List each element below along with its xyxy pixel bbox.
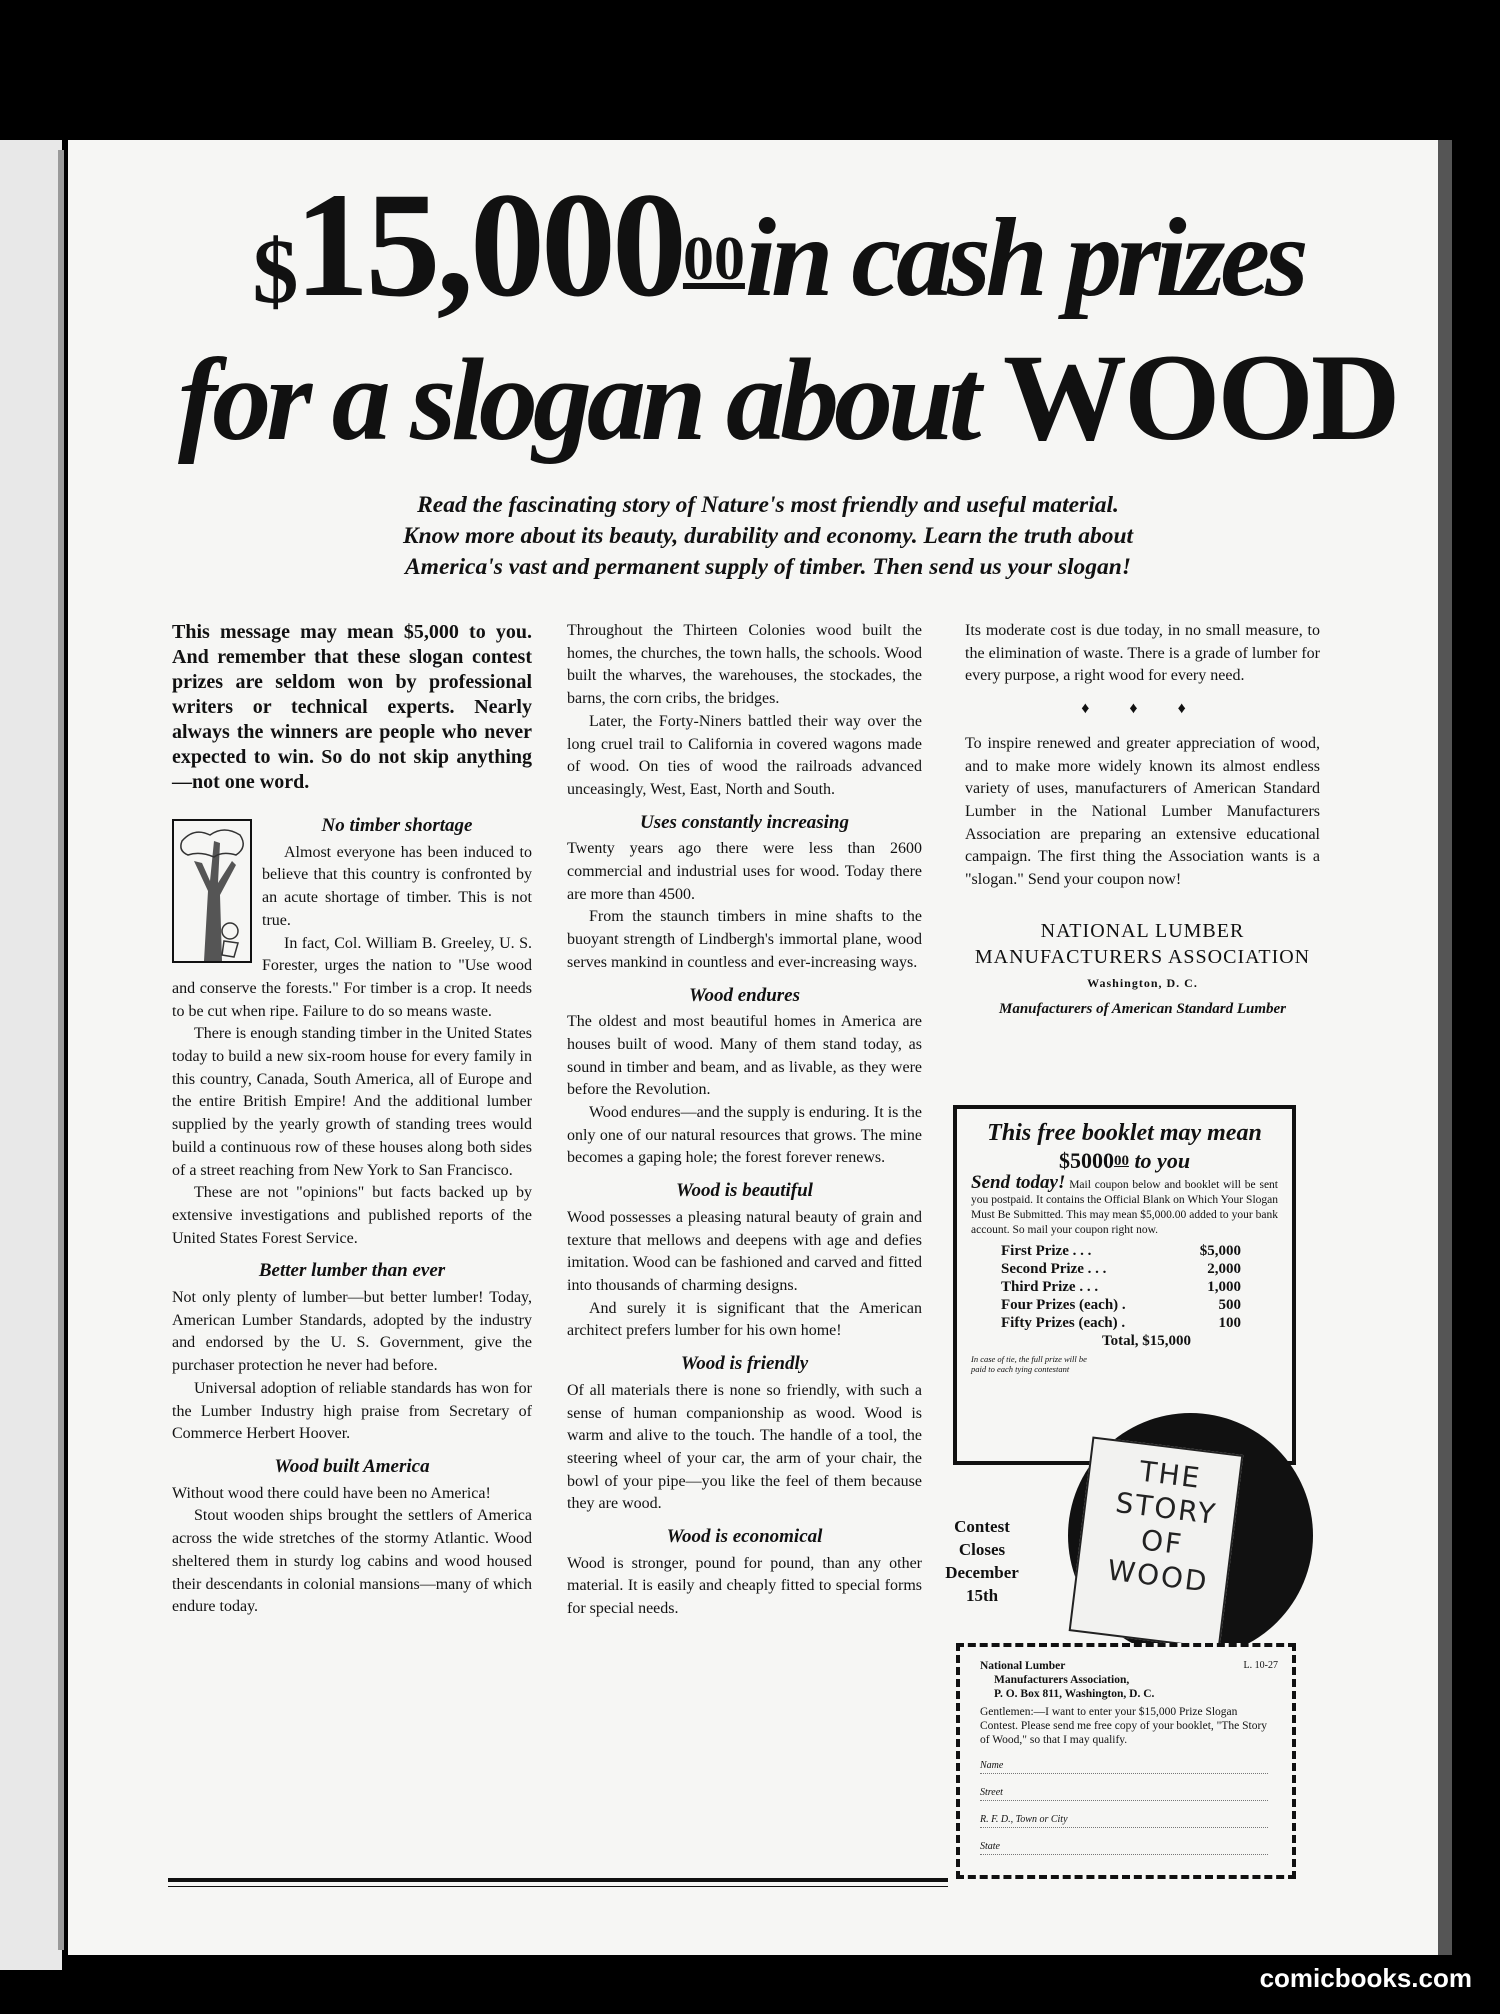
coupon-address-line: Manufacturers Association, [994,1674,1130,1686]
page-right-edge [1438,140,1452,1955]
paragraph: Wood endures—and the supply is enduring. It is the only one of our natural resources that grows. The mine becomes a gaping hole; the forest forever renews. [567,1104,922,1167]
headline-line2 [178,329,1398,466]
paragraph: Wood possesses a pleasing natural beauty of grain and texture that mellows and deepens with age and defies imitation. Wood can be fashioned and carved and fitted into thousands of charming designs. [567,1208,922,1294]
section-heading: Wood is friendly [680,1353,809,1375]
contest-line: December [945,1563,1019,1582]
ornament-dots: ♦ ♦ ♦ [1081,700,1204,718]
prize-row [1001,1260,1241,1278]
association-signature [965,918,1320,1022]
section-heading: Wood is beautiful [676,1180,813,1202]
booklet-cover-title [1096,1451,1232,1601]
cover-word: OF [1139,1523,1186,1562]
booklet-cover-image [1069,1436,1244,1649]
prize-amount: 2,000 [1207,1261,1241,1277]
contest-line: Closes [958,1540,1006,1559]
booklet-description: Mail coupon below and booklet will be sent you postpaid. It contains the Official Blank on Which Your Slogan Must Be Submitted. This may mean $5,000.00 added to your bank account. So mail your coupon right now. [971,1179,1278,1236]
coupon-address-line: National Lumber [980,1660,1066,1672]
contest-line: Contest [954,1517,1010,1536]
section-heading: Wood built America [274,1455,430,1477]
paragraph: Almost everyone has been induced to believe that this country is confronted by an acute shortage of timber. This is not true. [262,843,532,929]
send-today: Send today! [971,1172,1066,1193]
association-tagline: Manufacturers of American Standard Lumber [999,1000,1286,1017]
prize-label: Fifty Prizes (each) . [1001,1315,1126,1331]
subhead [268,490,1268,583]
association-name-line2: MANUFACTURERS ASSOCIATION [974,945,1311,968]
advertisement-page [68,140,1438,1955]
headline-dollar: $ [252,220,295,322]
booklet-amount-line [971,1147,1278,1175]
headline [178,162,1398,466]
column-1 [172,620,532,1619]
coupon-state-field[interactable]: State [980,1840,1268,1855]
prize-row [1001,1278,1241,1296]
booklet-amount: $5000 [1058,1148,1114,1173]
contest-line: 15th [965,1586,999,1605]
coupon-street-field[interactable]: Street [980,1786,1268,1801]
section-heading: Wood is economical [666,1526,823,1548]
headline-amount: 15,000 [294,162,683,328]
booklet-to-you: to you [1134,1148,1191,1173]
cover-word: THE [1137,1454,1204,1495]
paragraph: Not only plenty of lumber—but better lumber! Today, American Lumber Standards, adopted by the industry and endorsed by the U. S. Government, give the purchaser protection he never had before. [172,1289,532,1375]
section-heading: Wood endures [688,984,801,1006]
section-heading: No timber shortage [321,815,473,836]
cover-word: STORY [1113,1485,1219,1532]
paragraph: Throughout the Thirteen Colonies wood built the homes, the churches, the town halls, the schools. Wood built the wharves, the warehouses, the stockades, the barns, the corn cribs, the bridges. [567,622,922,708]
binding-shadow [58,150,64,1950]
tie-note: In case of tie, the full prize will be paid to each tying contestant [971,1354,1087,1374]
headline-wood: WOOD [1002,329,1398,466]
prize-row [1001,1296,1241,1314]
paragraph: Without wood there could have been no America! [172,1484,491,1502]
subhead-line: Read the fascinating story of Nature's most friendly and useful material. [417,492,1119,518]
booklet-title: This free booklet may mean [987,1120,1262,1146]
column-2 [567,620,922,1621]
paragraph: To inspire renewed and greater appreciation of wood, and to make more widely known its almost endless variety of uses, manufacturers of American Standard Lumber in the National Lumber Manufacturers Association are preparing an extensive educational campaign. The first thing the Association wants is a "slogan." Send your coupon now! [965,734,1320,889]
prize-amount: 1,000 [1207,1279,1241,1295]
association-name-line1: NATIONAL LUMBER [1040,919,1245,942]
paragraph: Later, the Forty-Niners battled their way over the long cruel trail to California in covered wagons made of wood. On ties of wood the railroads advanced unceasingly, West, East, North and South. [567,712,922,798]
contest-closes [930,1515,1034,1607]
prize-list [1001,1242,1278,1350]
headline-line1 [178,162,1378,333]
tree-illustration [172,819,252,963]
headline-slogan-about: for a slogan about [178,334,977,465]
booklet-cents: 00 [1113,1153,1129,1169]
booklet-offer-box [953,1105,1296,1465]
paragraph: From the staunch timbers in mine shafts to the buoyant strength of Lindbergh's immortal plane, wood serves mankind in countless and ever-increasing ways. [567,908,922,971]
prize-total: Total, $15,000 [1101,1333,1191,1349]
prize-amount: 100 [1218,1315,1241,1331]
paragraph: Its moderate cost is due today, in no small measure, to the elimination of waste. There is a grade of lumber for every purpose, a right wood for every need. [965,622,1320,685]
cover-word: WOOD [1105,1553,1211,1599]
paragraph: Of all materials there is none so friendly, with such a sense of human companionship as wood. Wood is warm and alive to the touch. The handle of a tool, the steering wheel of your car, the arm of your chair, the bowl of your pipe—you like the feel of them because they are wood. [567,1381,922,1513]
lead-paragraph: This message may mean $5,000 to you. And remember that these slogan contest prizes are seldom won by professional writers or technical experts. Nearly always the winners are people who never expected to win. So do not skip anything—not one word. [172,621,532,793]
headline-cents: 00 [682,225,745,293]
prize-row [1001,1314,1241,1332]
paragraph: There is enough standing timber in the United States today to build a new six-room house for every family in this country, Canada, South America, all of Europe and the entire British Empire! And the additional lumber supplied by the yearly growth of standing trees would build a continuous row of these houses along both sides of a street reaching from New York to San Francisco. [172,1025,532,1179]
column-3 [965,620,1320,1022]
coupon-code: L. 10-27 [1243,1660,1278,1671]
prize-amount: 500 [1218,1297,1241,1313]
paragraph: Universal adoption of reliable standards has won for the Lumber Industry high praise from Secretary of Commerce Herbert Hoover. [172,1379,532,1443]
paragraph: Stout wooden ships brought the settlers of America across the wide stretches of the stormy Atlantic. Wood sheltered them in sturdy log cabins and wood housed their descendants in colonial mansions—many of which endure today. [172,1507,532,1616]
paragraph: Wood is stronger, pound for pound, than any other material. It is easily and cheaply fitted to special forms for special needs. [567,1554,922,1618]
paragraph: These are not "opinions" but facts backed up by extensive investigations and published reports of the United States Forest Service. [172,1184,532,1247]
mail-coupon[interactable] [956,1643,1296,1879]
watermark: comicbooks.com [1259,1963,1472,1993]
subhead-line: Know more about its beauty, durability and economy. Learn the truth about [402,523,1134,549]
coupon-name-field[interactable]: Name [980,1759,1268,1774]
adjacent-page-edge [0,140,62,1970]
prize-label: Third Prize . . . [1001,1279,1099,1295]
prize-label: Four Prizes (each) . [1001,1297,1126,1313]
section-heading: Uses constantly increasing [639,811,850,833]
headline-cash-prizes: in cash prizes [744,196,1304,320]
bottom-rule-thin [168,1886,948,1887]
paragraph: And surely it is significant that the American architect prefers lumber for his own home! [567,1299,922,1340]
paragraph: Twenty years ago there were less than 2600 commercial and industrial uses for wood. Today there are more than 4500. [567,840,922,903]
section-heading: Better lumber than ever [258,1260,446,1282]
bottom-rule [168,1878,948,1882]
prize-row [1001,1242,1241,1260]
paragraph: In fact, Col. William B. Greeley, U. S. Forester, urges the nation to "Use wood and conserve the forests." For timber is a crop. It needs to be cut when ripe. Failure to do so means waste. [172,934,532,1020]
booklet-send-text [971,1172,1278,1238]
prize-label: Second Prize . . . [1001,1261,1107,1277]
coupon-town-field[interactable]: R. F. D., Town or City [980,1813,1268,1828]
paragraph: The oldest and most beautiful homes in America are houses built of wood. Many of them stand today, as sound in timber and beam, and as livable, as they were before the Revolution. [567,1013,922,1099]
coupon-text: Gentlemen:—I want to enter your $15,000 Prize Slogan Contest. Please send me free copy of your booklet, "The Story of Wood," so that I may qualify. [980,1706,1268,1746]
coupon-address-line: P. O. Box 811, Washington, D. C. [994,1688,1155,1700]
prize-label: First Prize . . . [1001,1243,1092,1259]
prize-amount: $5,000 [1199,1243,1241,1259]
association-city: Washington, D. C. [1087,975,1198,990]
subhead-line: America's vast and permanent supply of timber. Then send us your slogan! [405,554,1131,580]
